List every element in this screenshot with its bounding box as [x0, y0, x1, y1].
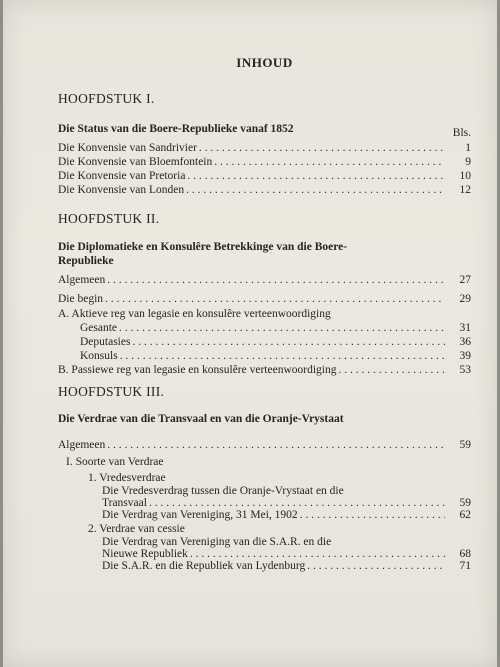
- dot-leader: [119, 321, 445, 335]
- toc-entry-page: 62: [459, 509, 471, 521]
- toc-entry-line: Die Vredesverdrag tussen die Oranje-Vrystaat en die: [102, 485, 344, 497]
- toc-entry: [102, 508, 471, 522]
- toc-entry-label: Konsuls: [80, 350, 118, 362]
- toc-entry-label: Algemeen: [58, 439, 106, 451]
- toc-entry-label: Die Konvensie van Londen: [58, 184, 185, 196]
- toc-section-heading: I. Soorte van Verdrae: [66, 456, 164, 468]
- toc-section-heading: A. Aktieve reg van legasie en konsulêre verteenwoordiging: [58, 308, 331, 320]
- dot-leader: [199, 141, 445, 155]
- toc-entry-page: 27: [459, 274, 471, 286]
- dot-leader: [187, 169, 445, 183]
- dot-leader: [300, 508, 445, 522]
- toc-entry-label: B. Passiewe reg van legasie en konsulêre verteenwoordiging: [58, 364, 337, 376]
- dot-leader: [107, 438, 445, 452]
- dot-leader: [338, 363, 445, 377]
- toc-entry-label: Transvaal: [102, 497, 147, 509]
- page-title: INHOUD: [236, 55, 293, 70]
- chapter-3-subtitle: Die Verdrae van die Transvaal en van die Oranje-Vrystaat: [58, 413, 344, 425]
- dot-leader: [105, 292, 445, 306]
- toc-entry-page: 36: [459, 336, 471, 348]
- toc-entry-page: 68: [459, 548, 471, 560]
- toc-entry-label: Deputasies: [80, 336, 131, 348]
- chapter-2-subtitle-line1: Die Diplomatieke en Konsulêre Betrekkinge van die Boere-: [58, 241, 348, 253]
- toc-entry: [58, 155, 471, 169]
- toc-entry-label: Algemeen: [58, 274, 106, 286]
- dot-leader: [132, 335, 445, 349]
- toc-entry-page: 12: [459, 184, 471, 196]
- dot-leader: [214, 155, 445, 169]
- chapter-1-subtitle: Die Status van die Boere-Republieke vanaf 1852: [58, 123, 294, 135]
- toc-entry: [58, 363, 471, 377]
- dot-leader: [107, 273, 445, 287]
- toc-entry: [80, 321, 471, 335]
- toc-entry-label: Nieuwe Republiek: [102, 548, 188, 560]
- toc-entry-page: 31: [459, 322, 471, 334]
- toc-entry-label: Gesante: [80, 322, 118, 334]
- toc-entry-label: Die Konvensie van Bloemfontein: [58, 156, 213, 168]
- toc-entry-page: 1: [465, 142, 471, 154]
- chapter-1-heading: HOOFDSTUK I.: [58, 91, 155, 106]
- chapter-3-heading: HOOFDSTUK III.: [58, 384, 165, 399]
- toc-entry: [58, 141, 471, 155]
- toc-entry-page: 29: [459, 293, 471, 305]
- toc-entry: [80, 349, 471, 363]
- toc-entry-label: Die S.A.R. en die Republiek van Lydenburg: [102, 560, 306, 572]
- toc-entry: [58, 183, 471, 197]
- toc-entry: [58, 292, 471, 306]
- toc-entry-page: 53: [459, 364, 471, 376]
- toc-entry-page: 39: [459, 350, 471, 362]
- toc-entry-label: Die Verdrag van Vereniging, 31 Mei, 1902: [102, 509, 298, 521]
- toc-entry: [102, 559, 471, 573]
- dot-leader: [307, 559, 445, 573]
- toc-entry-page: 59: [459, 439, 471, 451]
- toc-entry-page: 9: [465, 156, 471, 168]
- dot-leader: [186, 183, 445, 197]
- toc-entry: [58, 273, 471, 287]
- toc-entry-page: 10: [459, 170, 471, 182]
- toc-entry: [80, 335, 471, 349]
- toc-entry: [58, 169, 471, 183]
- chapter-2-subtitle-line2: Republieke: [58, 255, 114, 267]
- toc-entry-page: 59: [459, 497, 471, 509]
- page-column-label: Bls.: [452, 127, 471, 139]
- toc-entry-label: Die begin: [58, 293, 104, 305]
- dot-leader: [120, 349, 445, 363]
- book-page: [3, 0, 497, 667]
- toc-subsection-heading: 2. Verdrae van cessie: [88, 523, 185, 535]
- toc-subsection-heading: 1. Vredesverdrae: [88, 472, 166, 484]
- toc-entry: [58, 438, 471, 452]
- toc-entry-page: 71: [459, 560, 471, 572]
- toc-entry-line: Die Verdrag van Vereniging van die S.A.R. en die: [102, 536, 332, 548]
- chapter-2-heading: HOOFDSTUK II.: [58, 211, 160, 226]
- toc-entry-label: Die Konvensie van Sandrivier: [58, 142, 197, 154]
- toc-entry-label: Die Konvensie van Pretoria: [58, 170, 186, 182]
